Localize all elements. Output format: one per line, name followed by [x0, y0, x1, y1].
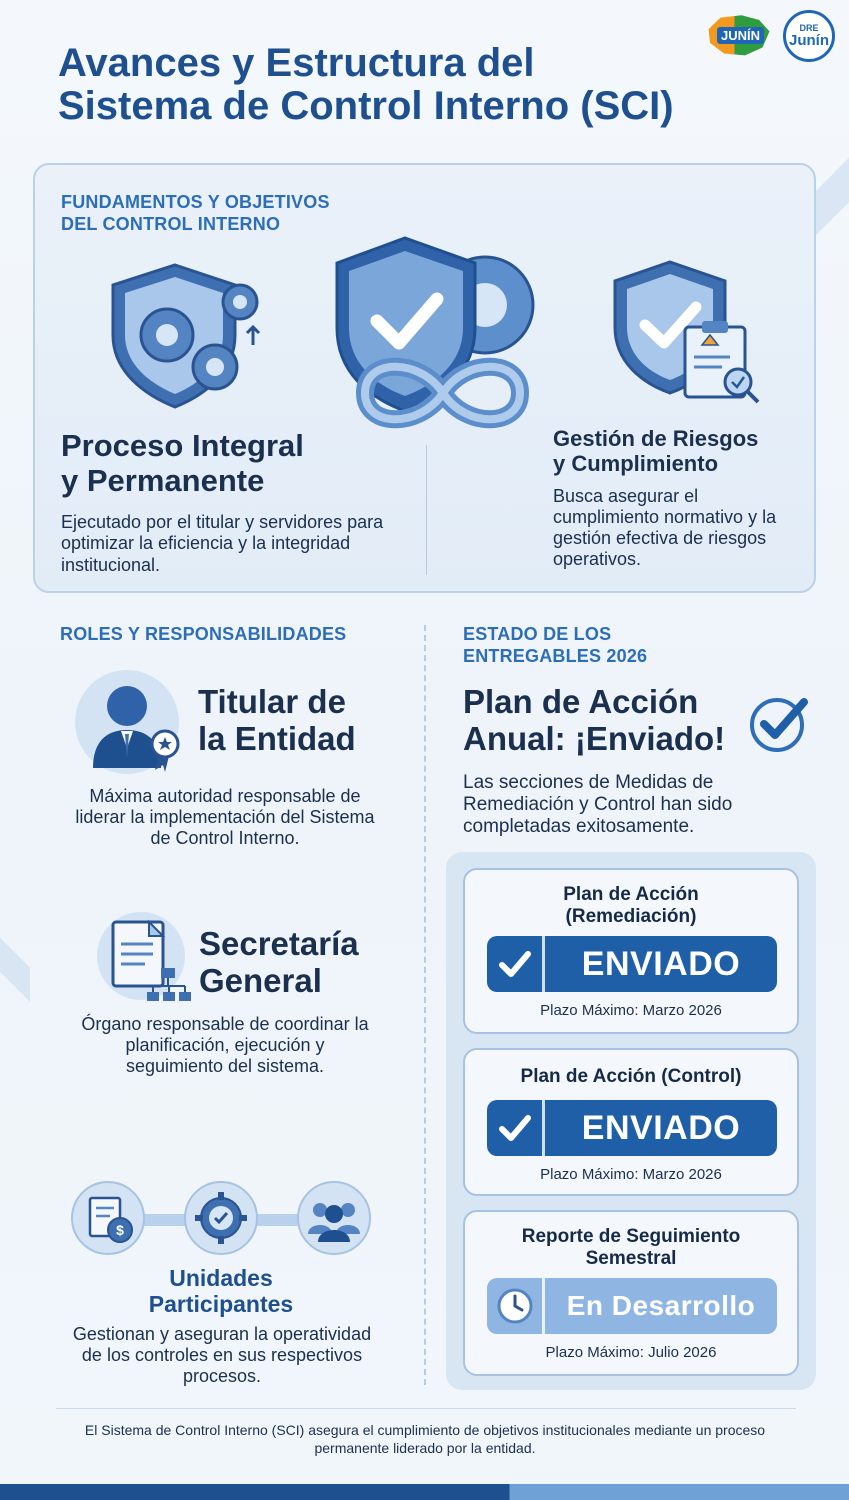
shield-check-clipboard-icon — [610, 257, 770, 407]
status-panel — [446, 852, 816, 1390]
secretaria-title — [199, 926, 359, 1000]
page-title-line2: Sistema de Control Interno (SCI) — [58, 84, 674, 129]
deadline-remediacion: Plazo Máximo: Marzo 2026 — [540, 1002, 722, 1019]
status-badge-remediacion — [487, 936, 777, 992]
footer-divider — [56, 1408, 796, 1409]
footer-text: El Sistema de Control Interno (SCI) asegura el cumplimiento de objetivos institucionales mediante un proceso permanente liderado por la entidad. — [84, 1422, 766, 1456]
gestion-riesgos-title — [553, 427, 803, 476]
estado-heading-line2: ENTREGABLES 2026 — [463, 645, 648, 666]
decorative-stripe-left — [0, 900, 30, 1040]
dre-logo-small-text: DRE — [799, 23, 819, 33]
fundamentos-heading-line1: FUNDAMENTOS Y OBJETIVOS — [61, 192, 330, 212]
plan-anual-body: Las secciones de Medidas de Remediación y Control han sido completadas exitosamente. — [463, 772, 733, 838]
status-card-control — [463, 1048, 799, 1196]
unidades-body: Gestionan y aseguran la operatividad de los controles en sus respectivos procesos. — [72, 1324, 372, 1387]
check-icon — [487, 1100, 545, 1156]
seguimiento-label-line1: Reporte de Seguimiento — [521, 1226, 741, 1247]
plan-anual-title-line2: Anual: ¡Enviado! — [463, 719, 726, 757]
remediacion-label-line2: (Remediación) — [565, 906, 697, 928]
fundamentos-heading — [61, 192, 330, 236]
status-badge-control — [487, 1100, 777, 1156]
check-circle-icon — [748, 694, 810, 752]
status-card-remediacion-label — [465, 884, 797, 928]
clock-icon — [487, 1278, 545, 1334]
unidades-title-line2: Participantes — [148, 1290, 294, 1317]
proceso-title-line1: Proceso Integral — [61, 428, 304, 463]
proceso-integral-block — [61, 429, 401, 576]
status-badge-control-text: ENVIADO — [581, 1108, 741, 1147]
estado-heading — [463, 624, 647, 668]
org-document-icon — [95, 910, 195, 1010]
unidades-title — [70, 1266, 372, 1318]
finance-icon — [70, 1180, 146, 1256]
gear-check-icon — [183, 1180, 259, 1256]
dre-logo-big-text: Junín — [789, 32, 829, 49]
proceso-integral-body: Ejecutado por el titular y servidores para optimizar la eficiencia y la integridad institucional. — [61, 512, 384, 575]
gestion-riesgos-block — [553, 427, 803, 570]
deadline-control: Plazo Máximo: Marzo 2026 — [540, 1166, 722, 1183]
proceso-title-line2: y Permanente — [61, 462, 265, 498]
titular-title — [198, 684, 356, 758]
fundamentos-heading-line2: DEL CONTROL INTERNO — [61, 213, 281, 234]
page-title — [58, 42, 798, 128]
status-badge-seguimiento — [487, 1278, 777, 1334]
status-badge-remediacion-text: ENVIADO — [581, 944, 741, 983]
column-divider — [424, 625, 426, 1385]
remediacion-label-line1: Plan de Acción — [563, 884, 699, 905]
titular-title-line2: la Entidad — [198, 719, 356, 757]
bottom-bar — [0, 1484, 849, 1500]
shield-check-infinity-icon — [325, 233, 555, 438]
gestion-riesgos-body: Busca asegurar el cumplimiento normativo y la gestión efectiva de riesgos operativos. — [553, 486, 777, 570]
check-icon — [487, 936, 545, 992]
titular-body: Máxima autoridad responsable de liderar la implementación del Sistema de Control Interno. — [75, 786, 375, 849]
executive-avatar-icon — [73, 668, 185, 780]
fundamentos-card — [33, 163, 816, 593]
team-icon — [296, 1180, 372, 1256]
status-card-seguimiento — [463, 1210, 799, 1376]
secretaria-title-line1: Secretaría — [199, 925, 359, 962]
status-badge-seguimiento-text: En Desarrollo — [566, 1290, 756, 1321]
unidades-title-line1: Unidades — [169, 1265, 273, 1291]
status-card-seguimiento-label — [465, 1226, 797, 1270]
page-title-line1: Avances y Estructura del — [58, 41, 535, 85]
gestion-title-line1: Gestión de Riesgos — [553, 426, 759, 451]
shield-gears-icon — [105, 257, 270, 412]
secretaria-body: Órgano responsable de coordinar la planificación, ejecución y seguimiento del sistema. — [81, 1014, 369, 1077]
proceso-integral-title — [61, 429, 401, 498]
plan-anual-title — [463, 684, 725, 758]
gestion-title-line2: y Cumplimiento — [553, 450, 719, 476]
roles-heading: ROLES Y RESPONSABILIDADES — [60, 624, 347, 644]
junin-logo-text: JUNÍN — [717, 27, 764, 44]
seguimiento-label-line2: Semestral — [585, 1248, 677, 1270]
estado-heading-line1: ESTADO DE LOS — [463, 624, 612, 644]
titular-title-line1: Titular de — [198, 683, 346, 720]
deadline-seguimiento: Plazo Máximo: Julio 2026 — [545, 1344, 717, 1361]
secretaria-title-line2: General — [199, 961, 322, 999]
fundamentos-divider — [426, 445, 427, 575]
plan-anual-title-line1: Plan de Acción — [463, 683, 699, 720]
svg-text:$: $ — [116, 1222, 124, 1238]
status-card-control-label: Plan de Acción (Control) — [520, 1066, 742, 1087]
unidades-icons-row — [70, 1180, 372, 1260]
status-card-remediacion — [463, 868, 799, 1034]
